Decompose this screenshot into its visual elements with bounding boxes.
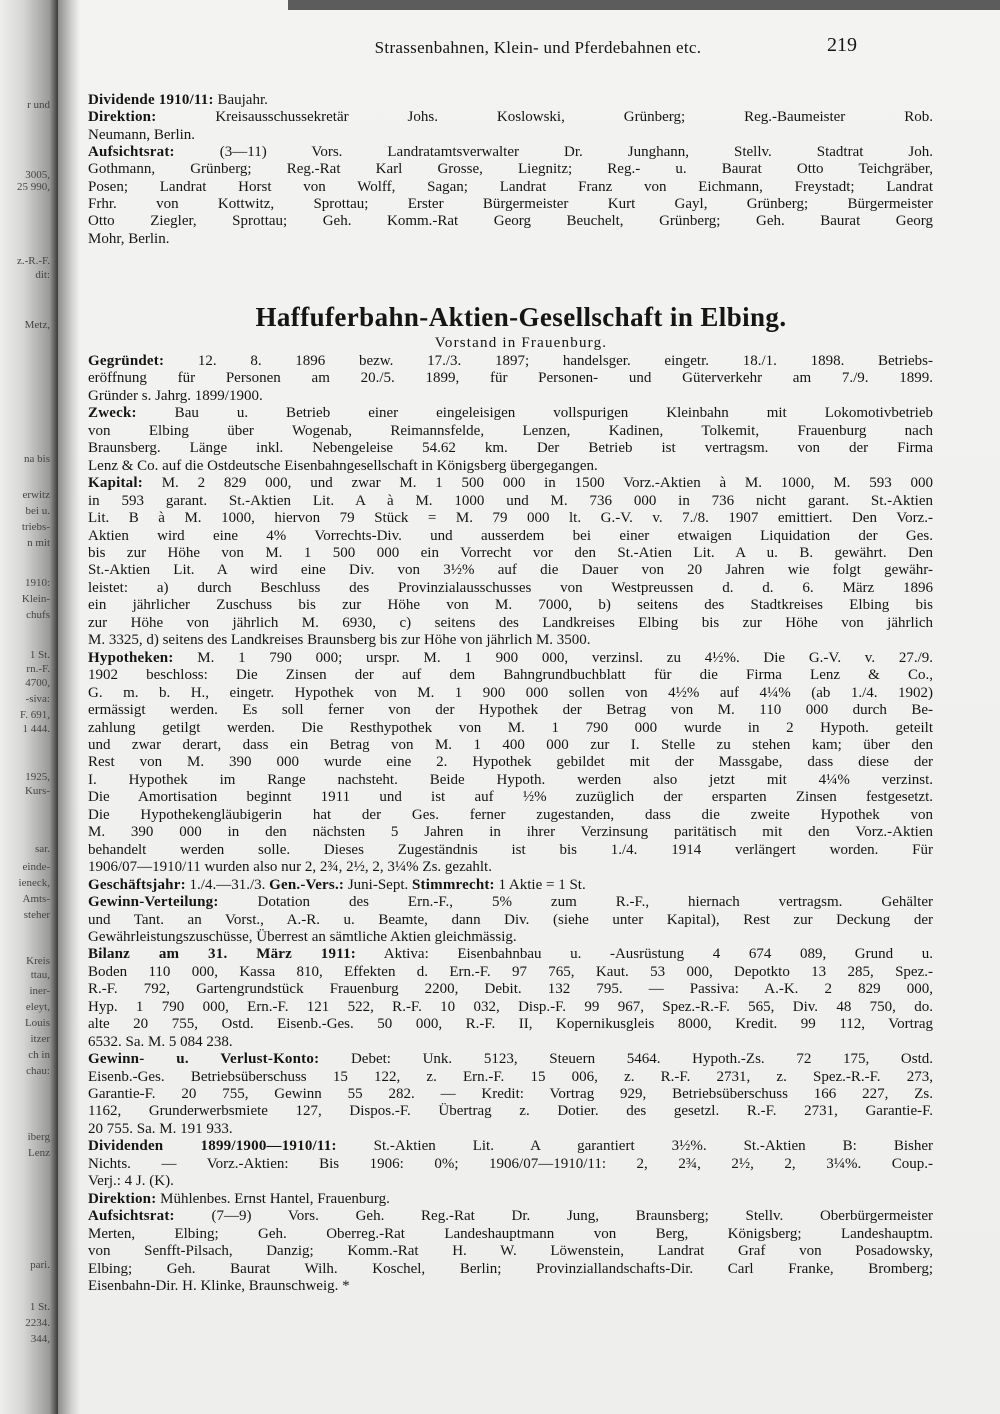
section-label: Zweck: (88, 405, 137, 422)
text-line (88, 1243, 933, 1260)
text-line (88, 1156, 933, 1173)
section-label: Gewinn- u. Verlust-Konto: (88, 1051, 320, 1068)
line-text: Baujahr. (213, 92, 268, 108)
previous-entry (88, 92, 933, 248)
margin-fragment: 1 St. (29, 649, 50, 661)
line-text: Die Amortisation beginnt 1911 und ist auf ½% zuzüglich der ersparten Zinsen festgesetzt. (88, 789, 933, 806)
margin-fragment: 25 990, (17, 181, 50, 193)
text-line (88, 929, 933, 946)
running-header: Strassenbahnen, Klein- und Pferdebahnen etc. (374, 38, 702, 57)
margin-fragment: 3005, (25, 169, 50, 181)
facing-page-fragment (0, 70, 56, 1400)
line-text: St.-Aktien Lit. A garantiert 3½%. St.-Aktien B: Bisher (336, 1138, 933, 1155)
company-subtitle: Vorstand in Frauenburg. (434, 335, 608, 351)
text-line (88, 179, 933, 196)
line-text: Hyp. 1 790 000, Ern.-F. 121 522, R.-F. 10 032, Disp.-F. 99 967, Spez.-R.-F. 565, Div. 48 750, do. (88, 998, 933, 1015)
text-line (88, 1138, 933, 1155)
margin-fragment: Kurs- (24, 785, 50, 797)
text-line (88, 423, 933, 440)
margin-fragment: 344, (30, 1333, 50, 1345)
line-text: Nichts. — Vorz.-Aktien: Bis 1906: 0%; 1906/07—1910/11: 2, 2¾, 2½, 2, 3¼%. Coup.- (88, 1155, 933, 1172)
section-label: Geschäftsjahr: (88, 876, 186, 893)
text-line (88, 196, 933, 213)
scan-edge-shadow (288, 0, 1000, 10)
margin-fragment: Klein- (21, 593, 50, 605)
document-page (58, 0, 1000, 1414)
margin-fragment: sar. (35, 843, 50, 855)
line-text: Eisenbahn-Dir. H. Klinke, Braunschweig. * (88, 1278, 350, 1295)
margin-fragment: Lenz (28, 1147, 50, 1159)
text-line (88, 493, 933, 510)
text-line (88, 824, 933, 841)
line-text: Dotation des Ern.-F., 5% zum R.-F., hiernach vertragsm. Gehälter (218, 894, 933, 911)
line-text: in 593 garant. St.-Aktien Lit. A à M. 1000 und M. 736 000 in 736 nicht garant. St.-Aktien (88, 492, 933, 509)
line-text: bis zur Höhe von M. 1 500 000 ein Vorrecht vor den St.-Atien Lit. A u. B. gewährt. Den (88, 544, 933, 561)
margin-fragment: bei u. (25, 505, 50, 517)
margin-fragment: Amts- (22, 893, 50, 905)
line-text: Lenz & Co. auf die Ostdeutsche Eisenbahngesellschaft in Königsberg übergegangen. (88, 457, 598, 474)
line-text: Gothmann, Grünberg; Reg.-Rat Karl Grosse, Liegnitz; Reg.- u. Baurat Otto Teichgräber, (88, 161, 933, 178)
text-line (88, 772, 933, 789)
margin-fragment: F. 691, (20, 709, 50, 721)
section-label: Direktion: (88, 109, 157, 126)
margin-fragment: 1 444. (22, 723, 50, 735)
section-label: Aufsichtsrat: (88, 1208, 175, 1225)
margin-fragment: erwitz (22, 489, 50, 501)
text-line (88, 754, 933, 771)
text-line (88, 842, 933, 859)
text-line (88, 405, 933, 422)
section-label: Hypotheken: (88, 649, 174, 666)
text-line (88, 789, 933, 806)
text-line (88, 458, 933, 475)
line-text: 1 Aktie = 1 St. (494, 876, 586, 893)
line-text: Bau u. Betrieb einer eingeleisigen vollspurigen Kleinbahn mit Lokomotivbetrieb (136, 405, 933, 422)
margin-fragment: dit: (35, 269, 50, 281)
section-label: Dividende 1910/11: (88, 92, 214, 108)
line-text: eröffnung für Personen am 20./5. 1899, für Personen- und Güterverkehr am 7./9. 1899. (88, 370, 933, 387)
line-text: Elbing; Geh. Baurat Wilh. Koschel, Berlin; Provinziallandschafts-Dir. Carl Franke, Bromberg; (88, 1260, 933, 1277)
text-line (88, 807, 933, 824)
text-line (88, 1278, 933, 1295)
margin-fragment: na bis (24, 453, 50, 465)
text-line (88, 667, 933, 684)
margin-fragment: n mit (27, 537, 50, 549)
text-line (88, 650, 933, 667)
margin-fragment: triebs- (21, 521, 50, 533)
text-line (88, 1051, 933, 1068)
text-line (88, 1121, 933, 1138)
section-label: Dividenden 1899/1900—1910/11: (88, 1138, 337, 1155)
line-text: R.-F. 792, Gartengrundstück Frauenburg 2200, Debit. 132 795. — Passiva: A.-K. 2 829 000, (88, 981, 933, 998)
line-text: von Senfft-Pilsach, Danzig; Komm.-Rat H. W. Löwenstein, Landrat Graf von Posadowsky, (88, 1243, 933, 1260)
text-line (88, 999, 933, 1016)
text-line (88, 161, 933, 178)
line-text: Neumann, Berlin. (88, 126, 196, 143)
line-text: I. Hypothek im Range nachsteht. Beide Hypoth. werden also jetzt mit 4¼% verzinst. (88, 771, 933, 788)
section-label: Kapital: (88, 475, 143, 492)
section-label: Gewinn-Verteilung: (88, 894, 219, 911)
line-text: Frhr. von Kottwitz, Sprottau; Erster Bürgermeister Kurt Gayl, Grünberg; Bürgermeister (88, 196, 933, 213)
line-text: (7—9) Vors. Geh. Reg.-Rat Dr. Jung, Braunsberg; Stellv. Oberbürgermeister (174, 1208, 933, 1225)
text-line (88, 353, 933, 370)
line-text: Aktien wird eine 4% Vorrechts-Div. und ausserdem bei einer etwaigen Liquidation der Ges. (88, 527, 933, 544)
text-line (88, 475, 933, 492)
margin-fragment: ch in (28, 1049, 50, 1061)
text-line (88, 981, 933, 998)
line-text: ermässigt werden. Es soll ferner von der Hypothek der Betrag von M. 110 000 durch Be- (88, 702, 933, 719)
line-text: G. m. b. H., eingetr. Hypothek von M. 1 900 000 sollen von 4½% auf 4¼% (ab 1./4. 1902) (88, 684, 933, 701)
margin-fragment: Metz, (24, 319, 50, 331)
text-line (88, 580, 933, 597)
line-text: St.-Aktien Lit. A wird eine Div. von 3½% auf die Dauer von 20 Jahren wie folgt gewähr- (88, 562, 933, 579)
company-entry-body (88, 353, 933, 1295)
margin-fragment: 1 St. (29, 1301, 50, 1313)
line-text: Merten, Elbing; Geh. Oberreg.-Rat Landeshauptmann von Berg, Königsberg; Landeshauptm. (88, 1225, 933, 1242)
line-text: Debet: Unk. 5123, Steuern 5464. Hypoth.-Zs. 72 175, Ostd. (319, 1051, 934, 1068)
line-text: 1902 beschloss: Die Zinsen der auf dem Bahngrundbuchblatt für die Firma Lenz & Co., (88, 667, 933, 684)
line-text: Mohr, Berlin. (88, 230, 170, 247)
text-line (88, 1086, 933, 1103)
section-label: Gen.-Vers.: (269, 876, 345, 893)
line-text: 20 755. Sa. M. 191 933. (88, 1120, 233, 1137)
margin-fragment: ttau, (30, 969, 50, 981)
margin-fragment: iner- (29, 985, 50, 997)
line-text: 6532. Sa. M. 5 084 238. (88, 1033, 233, 1050)
text-line (88, 1261, 933, 1278)
text-line (88, 510, 933, 527)
text-line (88, 213, 933, 230)
line-text: M. 3325, d) seitens des Landkreises Braunsberg bis zur Höhe von jährlich M. 3500. (88, 632, 591, 649)
line-text: Rest von M. 390 000 wurde eine 2. Hypothek gebildet mit der Massgabe, dass diese der (88, 754, 933, 771)
text-line (88, 388, 933, 405)
line-text: M. 2 829 000, und zwar M. 1 500 000 in 1500 Vorz.-Aktien à M. 1000, M. 593 000 (142, 475, 933, 492)
line-text: 1906/07—1910/11 wurden also nur 2, 2¾, 2½, 2, 3¼% Zs. gezahlt. (88, 859, 492, 876)
margin-fragment: ieneck, (18, 877, 50, 889)
line-text: Gewährleistungszuschüsse, Überrest an sämtliche Aktien gleichmässig. (88, 928, 517, 945)
text-line (88, 1208, 933, 1225)
line-text: (3—11) Vors. Landratamtsverwalter Dr. Junghann, Stellv. Stadtrat Joh. (174, 144, 933, 161)
section-label: Bilanz am 31. März 1911: (88, 946, 356, 963)
line-text: Garantie-F. 20 755, Gewinn 55 282. — Kredit: Vortrag 929, Betriebsüberschuss 166 227, Zs. (88, 1086, 933, 1103)
text-line (88, 1191, 933, 1208)
margin-fragment: Kreis (26, 955, 50, 967)
line-text: 12. 8. 1896 bezw. 17./3. 1897; handelsger. eingetr. 18./1. 1898. Betriebs- (164, 353, 933, 369)
margin-fragment: rn.-F. (26, 663, 50, 675)
section-label: Direktion: (88, 1190, 157, 1207)
text-line (88, 528, 933, 545)
margin-fragment: Louis (24, 1017, 50, 1029)
text-line (88, 109, 933, 126)
line-text: Boden 110 000, Kassa 810, Effekten d. Ern.-F. 97 765, Kaut. 53 000, Depotkto 13 285, Spez.- (88, 963, 933, 980)
text-line (88, 92, 933, 109)
text-line (88, 597, 933, 614)
line-text: Kreisausschussekretär Johs. Koslowski, Grünberg; Reg.-Baumeister Rob. (156, 109, 933, 126)
line-text: Otto Ziegler, Sprottau; Geh. Komm.-Rat Georg Beuchelt, Grünberg; Geh. Baurat Georg (88, 213, 933, 230)
text-line (88, 964, 933, 981)
text-line (88, 1069, 933, 1086)
line-text: alte 20 755, Ostd. Eisenb.-Ges. 50 000, R.-F. II, Kopernikusgleis 8000, Kredit. 99 112, Vortrag (88, 1016, 933, 1033)
margin-fragment: 2234. (25, 1317, 50, 1329)
company-title: Haffuferbahn-Aktien-Gesellschaft in Elbing. (255, 302, 787, 332)
section-label: Gegründet: (88, 353, 165, 369)
text-line (88, 702, 933, 719)
text-line (88, 545, 933, 562)
text-line (88, 894, 933, 911)
margin-fragment: z.-R.-F. (16, 255, 50, 267)
margin-fragment: einde- (22, 861, 50, 873)
text-line (88, 127, 933, 144)
text-line (88, 440, 933, 457)
text-line (88, 720, 933, 737)
text-line (88, 1016, 933, 1033)
section-label: Stimmrecht: (412, 876, 495, 893)
margin-fragment: 1910: (24, 577, 50, 589)
text-line (88, 615, 933, 632)
line-text: und zwar derart, dass ein Betrag von M. 1 400 000 zur I. Stelle zu stehen kam; über den (88, 736, 933, 753)
line-text: M. 1 790 000; urspr. M. 1 900 000, verzinsl. zu 4½%. Die G.-V. v. 27./9. (173, 649, 933, 666)
line-text: Die Hypothekengläubigerin hat der Ges. ferner zugestanden, dass die zweite Hypothek von (88, 806, 933, 823)
margin-fragment: eleyt, (25, 1001, 50, 1013)
text-line (88, 685, 933, 702)
text-line (88, 946, 933, 963)
text-line (88, 370, 933, 387)
margin-fragment: iberg (27, 1131, 50, 1143)
line-text: leistet: a) durch Beschluss des Provinzialausschusses von Westpreussen d. d. 6. März 1896 (88, 579, 933, 596)
text-line (88, 144, 933, 161)
text-line (88, 912, 933, 929)
page-number: 219 (827, 34, 857, 56)
line-text: Braunsberg. Länge inkl. Nebengeleise 54.62 km. Der Betrieb ist vertragsm. von der Firma (88, 440, 933, 457)
text-line (88, 562, 933, 579)
line-text: ein jährlicher Zuschuss bis zur Höhe von M. 7000, b) seitens des Stadtkreises Elbing bis (88, 597, 933, 614)
line-text: Lit. B à M. 1000, hiervon 79 Stück = M. 79 000 lt. G.-V. v. 7./8. 1907 emittiert. Den Vorz.- (88, 510, 933, 527)
margin-fragment: 4700, (25, 677, 50, 689)
line-text: 1162, Grunderwerbsmiete 127, Dispos.-F. Übertrag z. Dotier. des gesetzl. R.-F. 2731, Garantie-F. (88, 1103, 933, 1120)
line-text: Gründer s. Jahrg. 1899/1900. (88, 387, 263, 404)
line-text: von Elbing über Wogenab, Reimannsfelde, Lenzen, Kadinen, Tolkemit, Frauenburg nach (88, 422, 933, 439)
line-text: und Tant. an Vorst., A.-R. u. Beamte, dann Div. (siehe unter Kapital), Rest zur Deckung der (88, 911, 933, 928)
line-text: zahlung getilgt werden. Die Resthypothek von M. 1 790 000 wurde in 2 Hypoth. geteilt (88, 719, 933, 736)
line-text: 1./4.—31./3. (185, 876, 270, 893)
margin-fragment: chau: (26, 1065, 50, 1077)
line-text: Eisenb.-Ges. Betriebsüberschuss 15 122, z. Ern.-F. 15 006, z. R.-F. 2731, z. Spez.-R.-F. 273, (88, 1068, 933, 1085)
text-line (88, 859, 933, 876)
margin-fragment: chufs (26, 609, 50, 621)
section-label: Aufsichtsrat: (88, 144, 175, 161)
margin-fragment: r und (27, 99, 50, 111)
text-line (88, 1034, 933, 1051)
text-line (88, 1103, 933, 1120)
line-text: Aktiva: Eisenbahnbau u. -Ausrüstung 4 674 089, Grund u. (355, 946, 933, 963)
line-text: behandelt werden solle. Dieses Zugeständnis ist bis 1./4. 1914 verlängert worden. Für (88, 841, 933, 858)
line-text: Mühlenbes. Ernst Hantel, Frauenburg. (156, 1190, 390, 1207)
text-line (88, 632, 933, 649)
margin-fragment: steher (23, 909, 50, 921)
line-text: Posen; Landrat Horst von Wolff, Sagan; Landrat Franz von Eichmann, Freystadt; Landrat (88, 178, 933, 195)
margin-fragment: itzer (30, 1033, 50, 1045)
text-line (88, 231, 933, 248)
line-text: Juni-Sept. (344, 876, 413, 893)
margin-fragment: 1925, (25, 771, 50, 783)
text-line (88, 877, 933, 894)
margin-fragment: pari. (30, 1259, 50, 1271)
text-line (88, 737, 933, 754)
line-text: zur Höhe von jährlich M. 6930, c) seitens des Landkreises Elbing bis zur Höhe von jährlich (88, 614, 933, 631)
margin-fragment: -siva: (25, 693, 50, 705)
line-text: M. 390 000 in den nächsten 5 Jahren in ihrer Verzinsung paritätisch mit den Vorz.-Aktien (88, 824, 933, 841)
text-line (88, 1226, 933, 1243)
line-text: Verj.: 4 J. (K). (88, 1173, 174, 1190)
text-line (88, 1173, 933, 1190)
